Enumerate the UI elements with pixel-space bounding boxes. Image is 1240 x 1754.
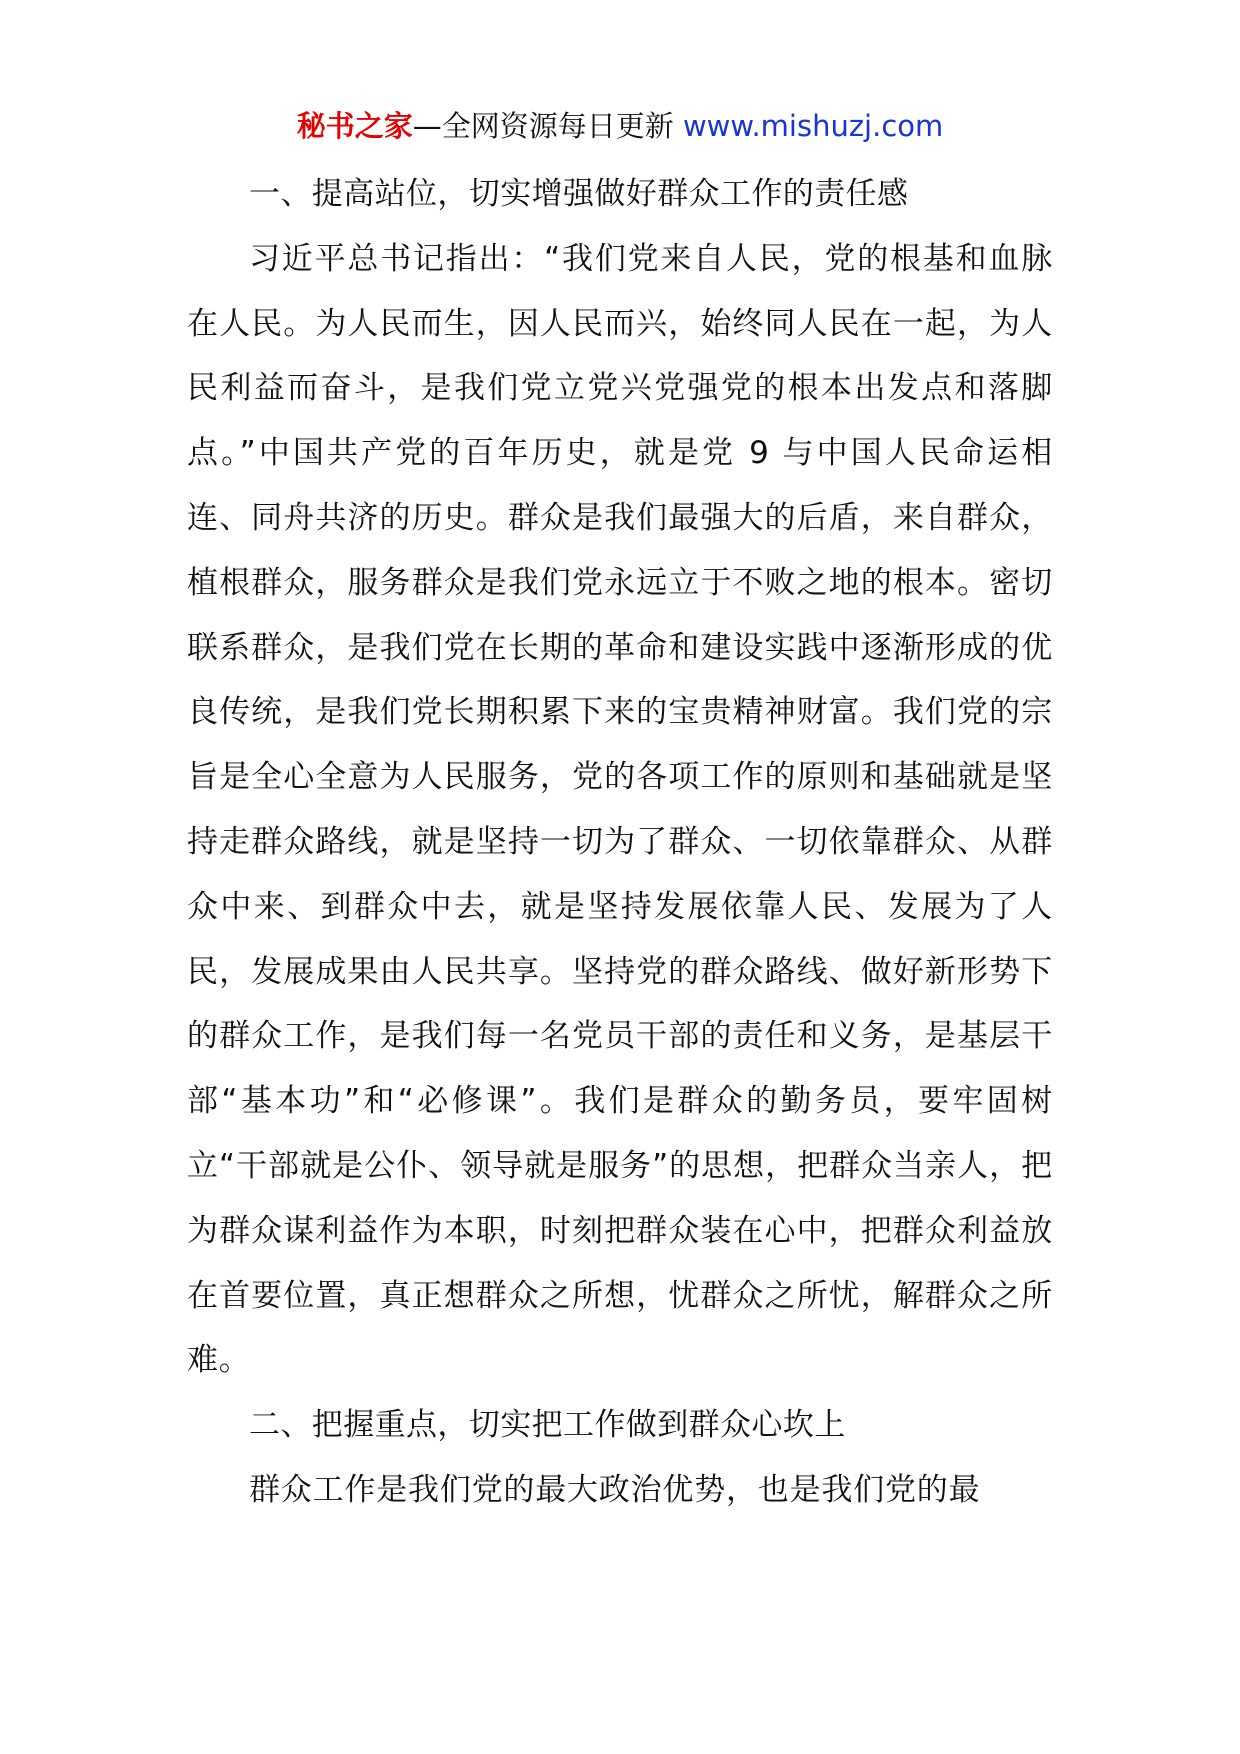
paragraph-1: 习近平总书记指出：“我们党来自人民，党的根基和血脉在人民。为人民而生，因人民而兴，始终同人民在一起，为人民利益而奋斗，是我们党立党兴党强党的根本出发点和落脚点。”中国共产党的百年历史，就是党 9 与中国人民命运相连、同舟共济的历史。群众是我们最强大的后盾，来自群众，植根群众，服务群众是我们党永远立于不败之地的根本。密切联系群众，是我们党在长期的革命和建设实践中逐渐形成的优良传统，是我们党长期积累下来的宝贵精神财富。我们党的宗旨是全心全意为人民服务，党的各项工作的原则和基础就是坚持走群众路线，就是坚持一切为了群众、一切依靠群众、从群众中来、到群众中去，就是坚持发展依靠人民、发展为了人民，发展成果由人民共享。坚持党的群众路线、做好新形势下的群众工作，是我们每一名党员干部的责任和义务，是基层干部“基本功”和“必修课”。我们是群众的勤务员，要牢固树立“干部就是公仆、领导就是服务”的思想，把群众当亲人，把为群众谋利益作为本职，时刻把群众装在心中，把群众利益放在首要位置，真正想群众之所想，忧群众之所忧，解群众之所难。 <box>187 240 1053 1379</box>
document-body <box>187 162 1053 1523</box>
site-url[interactable]: www.mishuzj.com <box>682 109 944 143</box>
site-banner <box>0 106 1240 146</box>
banner-slogan: —全网资源每日更新 <box>412 109 674 143</box>
section-heading-2: 二、把握重点，切实把工作做到群众心坎上 <box>249 1407 846 1444</box>
brand-name: 秘书之家 <box>296 109 413 143</box>
section-heading-1: 一、提高站位，切实增强做好群众工作的责任感 <box>249 176 909 212</box>
paragraph-2: 群众工作是我们党的最大政治优势，也是我们党的最 <box>249 1471 981 1508</box>
